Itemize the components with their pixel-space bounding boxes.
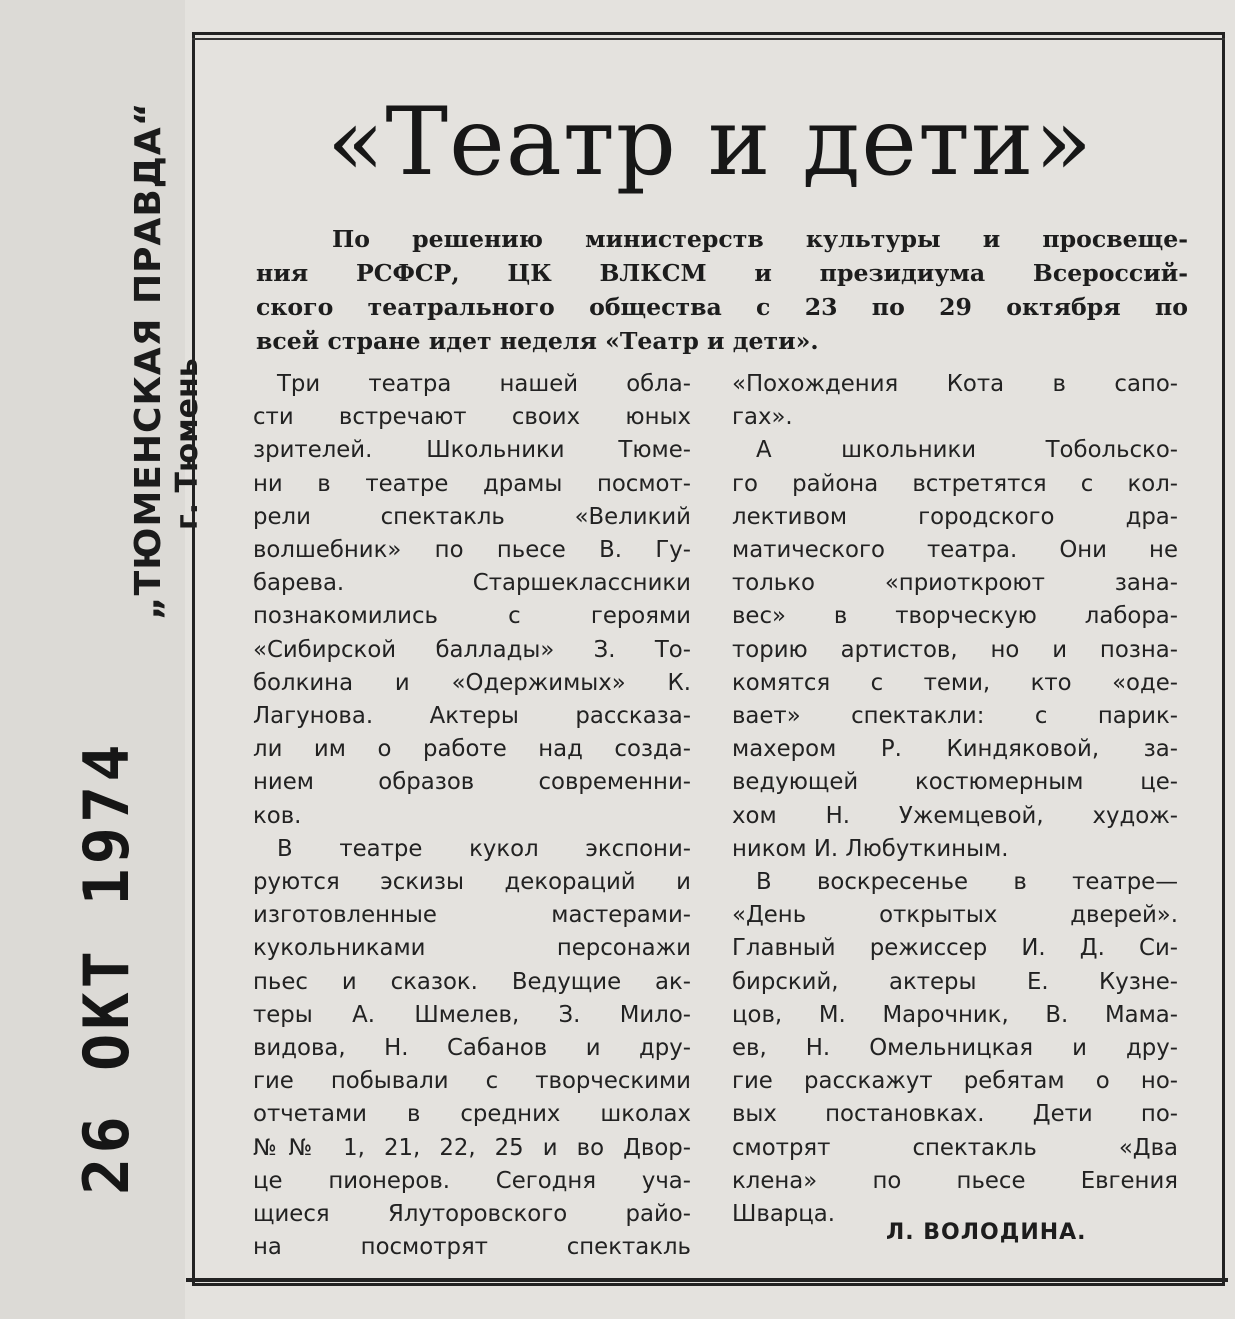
text-line: болкина и «Одержимых» К. <box>253 669 691 696</box>
article-headline: «Театр и дети» <box>326 88 1094 197</box>
text-line: познакомились с героями <box>253 603 691 630</box>
text-line: гие расскажут ребятам о но- <box>732 1068 1178 1095</box>
text-line: ведующей костюмерным це- <box>732 769 1178 796</box>
text-line: Лагунова. Актеры рассказа- <box>253 703 691 730</box>
text-line: ником И. Любуткиным. <box>732 835 1009 862</box>
text-line: отчетами в средних школах <box>253 1101 691 1128</box>
newspaper-source-stamp: „ТЮМЕНСКАЯ ПРАВДА“ <box>128 101 169 620</box>
text-line: В театре кукол экспони- <box>277 835 691 862</box>
article-lead <box>256 222 1188 358</box>
text-line: Три театра нашей обла- <box>277 371 691 397</box>
text-line: ев, Н. Омельницкая и дру- <box>732 1035 1178 1062</box>
text-line: рели спектакль «Великий <box>253 503 691 530</box>
text-line: №№ 1, 21, 22, 25 и во Двор- <box>253 1134 691 1161</box>
article-column-left <box>253 368 691 1264</box>
text-line: це пионеров. Сегодня уча- <box>253 1167 691 1194</box>
text-line: вых постановках. Дети по- <box>732 1101 1178 1128</box>
text-line: махером Р. Киндяковой, за- <box>732 736 1178 763</box>
text-line: А школьники Тобольско- <box>756 437 1178 464</box>
text-line: ни в театре драмы посмот- <box>253 470 691 497</box>
text-line: смотрят спектакль «Два <box>732 1134 1178 1161</box>
date-stamp: 26 ОКТ 1974 <box>70 740 143 1195</box>
text-line: теры А. Шмелев, З. Мило- <box>253 1001 691 1028</box>
text-line: пьес и сказок. Ведущие ак- <box>253 968 691 995</box>
bottom-rule <box>186 1278 1228 1282</box>
text-line: «День открытых дверей». <box>732 902 1178 929</box>
text-line: «Сибирской баллады» З. То- <box>253 636 691 663</box>
text-line: Шварца. <box>732 1201 835 1228</box>
author-signature: Л. ВОЛОДИНА. <box>886 1220 1087 1245</box>
lead-line: ского театрального общества с 23 по 29 октября по <box>256 293 1188 321</box>
text-line: клена» по пьесе Евгения <box>732 1167 1178 1194</box>
top-rule <box>192 38 1225 40</box>
text-line: вает» спектакли: с парик- <box>732 703 1178 730</box>
text-line: руются эскизы декораций и <box>253 869 691 896</box>
text-line: Главный режиссер И. Д. Си- <box>732 935 1178 962</box>
text-line: щиеся Ялуторовского райо- <box>253 1201 691 1228</box>
text-line: комятся с теми, кто «оде- <box>732 669 1178 696</box>
text-line: нием образов современни- <box>253 769 691 796</box>
text-line: бирский, актеры Е. Кузне- <box>732 968 1178 995</box>
text-line: видова, Н. Сабанов и дру- <box>253 1035 691 1062</box>
text-line: сти встречают своих юных <box>253 404 691 431</box>
text-line: цов, М. Марочник, В. Мама- <box>732 1001 1178 1028</box>
lead-line: По решению министерств культуры и просвеще- <box>332 225 1188 253</box>
text-line: только «приоткроют зана- <box>732 570 1178 597</box>
text-line: на посмотрят спектакль <box>253 1234 691 1261</box>
city-stamp: г. Тюмень <box>170 358 205 530</box>
text-line: ков. <box>253 802 302 829</box>
text-line: гах». <box>732 404 793 431</box>
text-line: барева. Старшеклассники <box>253 570 691 597</box>
text-line: торию артистов, но и позна- <box>732 636 1178 663</box>
text-line: го района встретятся с кол- <box>732 470 1178 497</box>
text-line: матического театра. Они не <box>732 537 1178 564</box>
text-line: зрителей. Школьники Тюме- <box>253 437 691 464</box>
text-line: «Похождения Кота в сапо- <box>732 371 1178 397</box>
text-line: В воскресенье в театре— <box>756 869 1178 896</box>
text-line: хом Н. Ужемцевой, худож- <box>732 802 1178 829</box>
text-line: кукольниками персонажи <box>253 935 691 962</box>
lead-line: ния РСФСР, ЦК ВЛКСМ и президиума Всероссий- <box>256 259 1188 287</box>
article-column-right <box>732 368 1178 1231</box>
lead-line: всей стране идет неделя «Театр и дети». <box>256 327 819 355</box>
text-line: гие побывали с творческими <box>253 1068 691 1095</box>
text-line: лективом городского дра- <box>732 503 1178 530</box>
text-line: ли им о работе над созда- <box>253 736 691 763</box>
text-line: изготовленные мастерами- <box>253 902 691 929</box>
text-line: вес» в творческую лабора- <box>732 603 1178 630</box>
text-line: волшебник» по пьесе В. Гу- <box>253 537 691 564</box>
